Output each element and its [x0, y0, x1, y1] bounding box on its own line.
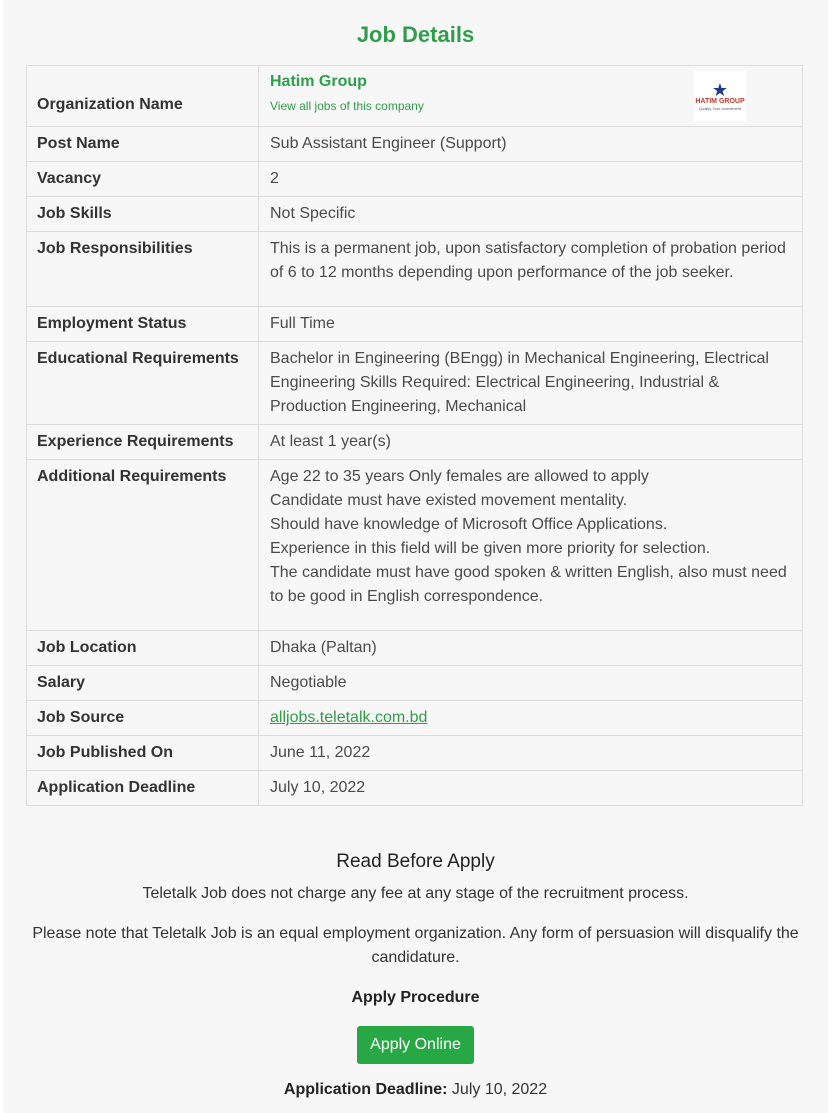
- table-row: [27, 666, 803, 701]
- job-location-value: Dhaka (Paltan): [259, 631, 803, 666]
- logo-subtext: Quality Your Investment: [698, 105, 742, 111]
- row-label: Experience Requirements: [27, 425, 259, 460]
- additional-requirements-value: [259, 460, 803, 631]
- requirement-line: Candidate must have existed movement mentality.: [270, 492, 628, 509]
- apply-online-button[interactable]: Apply Online: [357, 1026, 474, 1064]
- row-label: Job Published On: [27, 736, 259, 771]
- row-label: Job Location: [27, 631, 259, 666]
- page: [3, 0, 828, 1113]
- apply-procedure-heading: Apply Procedure: [351, 989, 480, 1006]
- row-label: Job Responsibilities: [27, 232, 259, 307]
- deadline-label: Application Deadline:: [283, 1081, 448, 1098]
- read-before-apply-heading: Read Before Apply: [336, 851, 495, 872]
- table-row: [27, 232, 803, 307]
- application-deadline-summary: [3, 1078, 828, 1102]
- table-row: [27, 460, 803, 631]
- deadline-date: July 10, 2022: [451, 1081, 548, 1098]
- table-row: [27, 736, 803, 771]
- job-source-cell: [259, 701, 803, 736]
- view-all-jobs-link[interactable]: View all jobs of this company: [270, 99, 424, 113]
- table-row: [27, 771, 803, 806]
- organization-cell: [259, 66, 803, 127]
- row-label: Salary: [27, 666, 259, 701]
- row-label: Organization Name: [27, 66, 259, 127]
- fee-note: Teletalk Job does not charge any fee at any stage of the recruitment process.: [142, 885, 689, 902]
- row-label: Application Deadline: [27, 771, 259, 806]
- experience-value: At least 1 year(s): [259, 425, 803, 460]
- job-source-link[interactable]: alljobs.teletalk.com.bd: [270, 709, 428, 726]
- requirement-line: The candidate must have good spoken & written English, also must need to be good in English correspondence.: [270, 564, 787, 605]
- employment-status-value: Full Time: [259, 307, 803, 342]
- equal-employment-note: Please note that Teletalk Job is an equal employment organization. Any form of persuasion will disqualify the candidature.: [32, 925, 799, 966]
- job-details-table: [26, 65, 803, 806]
- requirement-line: Age 22 to 35 years Only females are allowed to apply: [270, 468, 649, 485]
- table-row: [27, 307, 803, 342]
- job-skills-value: Not Specific: [259, 197, 803, 232]
- post-name-value: Sub Assistant Engineer (Support): [259, 127, 803, 162]
- table-row: [27, 342, 803, 425]
- table-row: [27, 701, 803, 736]
- table-row: [27, 425, 803, 460]
- star-icon: ★: [711, 79, 729, 100]
- table-row: [27, 197, 803, 232]
- row-label: Vacancy: [27, 162, 259, 197]
- published-date-value: June 11, 2022: [259, 736, 803, 771]
- organization-name: Hatim Group: [270, 73, 367, 90]
- row-label: Job Skills: [27, 197, 259, 232]
- page-title: Job Details: [356, 22, 475, 47]
- table-row: [27, 127, 803, 162]
- education-value: Bachelor in Engineering (BEngg) in Mechanical Engineering, Electrical Engineering Skills Required: Electrical Engineering, Industrial & Production Engineering, Mechanical: [259, 342, 803, 425]
- responsibilities-value: This is a permanent job, upon satisfactory completion of probation period of 6 to 12 months depending upon performance of the job seeker.: [259, 232, 803, 307]
- table-row: [27, 66, 803, 127]
- salary-value: Negotiable: [259, 666, 803, 701]
- row-label: Additional Requirements: [27, 460, 259, 631]
- row-label: Post Name: [27, 127, 259, 162]
- row-label: Educational Requirements: [27, 342, 259, 425]
- read-before-apply-section: [3, 850, 828, 1102]
- table-row: [27, 631, 803, 666]
- logo-text: HATIM GROUP: [695, 97, 745, 105]
- row-label: Employment Status: [27, 307, 259, 342]
- requirement-line: Should have knowledge of Microsoft Office Applications.: [270, 516, 668, 533]
- vacancy-value: 2: [259, 162, 803, 197]
- requirement-line: Experience in this field will be given more priority for selection.: [270, 540, 711, 557]
- table-row: [27, 162, 803, 197]
- deadline-value: July 10, 2022: [259, 771, 803, 806]
- company-logo: [694, 71, 746, 121]
- row-label: Job Source: [27, 701, 259, 736]
